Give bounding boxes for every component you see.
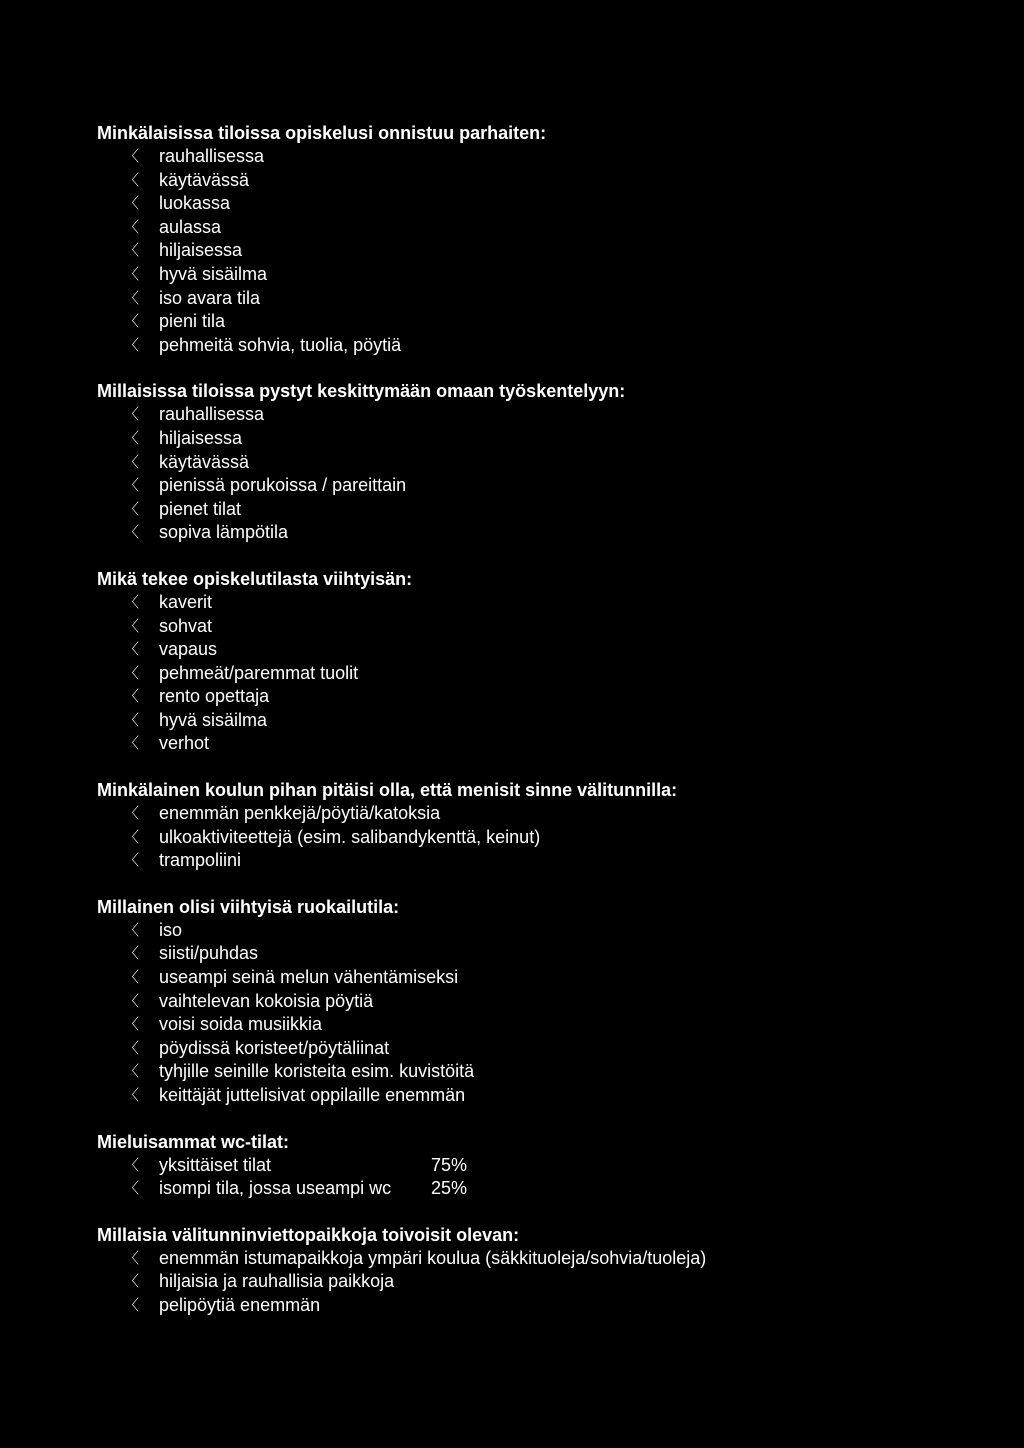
bullet-icon: 〈 <box>124 1273 140 1291</box>
list-item: 〈 hyvä sisäilma <box>97 709 997 733</box>
section-heading: Millaisia välitunninviettopaikkoja toivoisit olevan: <box>97 1224 520 1245</box>
list-item: 〈 hiljaisessa <box>97 427 997 451</box>
list-item: 〈 sopiva lämpötila <box>97 521 997 545</box>
bullet-icon: 〈 <box>124 1180 140 1198</box>
bullet-icon: 〈 <box>124 992 140 1010</box>
list-item: 〈 vaihtelevan kokoisia pöytiä <box>97 990 997 1014</box>
list-item: 〈 enemmän istumapaikkoja ympäri koulua (säkkituoleja/sohvia/tuoleja) <box>97 1247 997 1271</box>
bullet-icon: 〈 <box>124 1296 140 1314</box>
bullet-icon: 〈 <box>124 148 140 165</box>
option-label: isompi tila, jossa useampi wc <box>159 1178 392 1199</box>
bullet-icon: 〈 <box>124 828 140 846</box>
bullet-icon: 〈 <box>124 500 140 518</box>
bullet-icon: 〈 <box>124 1087 140 1104</box>
section-heading: Millaisissa tiloissa pystyt keskittymään omaan työskentelyyn: <box>97 381 626 402</box>
list-item: 〈 pienissä porukoissa / pareittain <box>97 474 997 498</box>
list-item <box>97 1177 997 1201</box>
section-comfort <box>97 567 997 756</box>
document-page <box>97 121 997 1340</box>
bullet-list <box>97 591 997 756</box>
section-heading: Mieluisammat wc-tilat: <box>97 1131 290 1152</box>
bullet-icon: 〈 <box>124 945 140 963</box>
bullet-list <box>97 145 997 357</box>
list-item: 〈 trampoliini <box>97 849 997 873</box>
bullet-icon: 〈 <box>124 641 140 659</box>
section-focus-spaces <box>97 379 997 545</box>
list-item: 〈 hiljaisessa <box>97 239 997 263</box>
list-item: 〈 pelipöytiä enemmän <box>97 1294 997 1318</box>
list-item: 〈 aulassa <box>97 216 997 240</box>
list-item: 〈 useampi seinä melun vähentämiseksi <box>97 966 997 990</box>
list-item: 〈 sohvat <box>97 615 997 639</box>
bullet-icon: 〈 <box>124 1249 140 1267</box>
bullet-icon: 〈 <box>124 593 140 611</box>
section-heading: Mikä tekee opiskelutilasta viihtyisän: <box>97 568 413 589</box>
option-label: yksittäiset tilat <box>159 1154 272 1175</box>
list-item: 〈 pehmeitä sohvia, tuolia, pöytiä <box>97 334 997 358</box>
bullet-icon: 〈 <box>124 921 140 939</box>
section-heading: Millainen olisi viihtyisä ruokailutila: <box>97 896 400 917</box>
list-item: 〈 siisti/puhdas <box>97 942 997 966</box>
list-item: 〈 hyvä sisäilma <box>97 263 997 287</box>
bullet-icon: 〈 <box>124 969 140 987</box>
list-item: 〈 pehmeät/paremmat tuolit <box>97 662 997 686</box>
bullet-icon: 〈 <box>124 406 140 424</box>
bullet-list <box>97 802 997 873</box>
list-item: 〈 rauhallisessa <box>97 403 997 427</box>
bullet-icon: 〈 <box>124 453 140 471</box>
list-item: 〈 ulkoaktiviteettejä (esim. salibandykenttä, keinut) <box>97 826 997 850</box>
list-item: 〈 rento opettaja <box>97 685 997 709</box>
bullet-icon: 〈 <box>124 524 140 542</box>
list-item: 〈 iso avara tila <box>97 287 997 311</box>
bullet-icon: 〈 <box>124 289 140 307</box>
section-study-spaces <box>97 121 997 357</box>
section-break-places <box>97 1223 997 1318</box>
bullet-icon: 〈 <box>124 688 140 706</box>
bullet-icon: 〈 <box>124 336 140 354</box>
bullet-icon: 〈 <box>124 852 140 870</box>
bullet-icon: 〈 <box>124 313 140 331</box>
bullet-list <box>97 1154 997 1201</box>
bullet-icon: 〈 <box>124 195 140 213</box>
bullet-icon: 〈 <box>124 1156 140 1174</box>
list-item: 〈 pöydissä koristeet/pöytäliinat <box>97 1037 997 1061</box>
bullet-list <box>97 919 997 1108</box>
bullet-icon: 〈 <box>124 218 140 236</box>
bullet-icon: 〈 <box>124 735 140 753</box>
bullet-icon: 〈 <box>124 711 140 729</box>
list-item: 〈 voisi soida musiikkia <box>97 1013 997 1037</box>
section-dining <box>97 895 997 1108</box>
list-item: 〈 keittäjät juttelisivat oppilaille enemmän <box>97 1084 997 1108</box>
list-item: 〈 hiljaisia ja rauhallisia paikkoja <box>97 1270 997 1294</box>
bullet-icon: 〈 <box>124 429 140 447</box>
bullet-icon: 〈 <box>124 664 140 682</box>
bullet-icon: 〈 <box>124 171 140 189</box>
list-item: 〈 pienet tilat <box>97 498 997 522</box>
section-heading: Minkälainen koulun pihan pitäisi olla, että menisit sinne välitunnilla: <box>97 780 678 801</box>
list-item: 〈 enemmän penkkejä/pöytiä/katoksia <box>97 802 997 826</box>
bullet-icon: 〈 <box>124 805 140 823</box>
bullet-list <box>97 1247 997 1318</box>
bullet-icon: 〈 <box>124 265 140 283</box>
bullet-icon: 〈 <box>124 1063 140 1081</box>
bullet-list <box>97 403 997 545</box>
bullet-icon: 〈 <box>124 1039 140 1057</box>
list-item: 〈 käytävässä <box>97 451 997 475</box>
list-item: 〈 kaverit <box>97 591 997 615</box>
bullet-icon: 〈 <box>124 242 140 260</box>
list-item: 〈 rauhallisessa <box>97 145 997 169</box>
list-item: 〈 verhot <box>97 732 997 756</box>
option-percent: 25% <box>431 1178 468 1199</box>
bullet-icon: 〈 <box>124 617 140 635</box>
list-item: 〈 pieni tila <box>97 310 997 334</box>
list-item <box>97 1154 997 1178</box>
section-heading: Minkälaisissa tiloissa opiskelusi onnistuu parhaiten: <box>97 123 547 143</box>
section-wc <box>97 1130 997 1201</box>
bullet-icon: 〈 <box>124 477 140 495</box>
list-item: 〈 luokassa <box>97 192 997 216</box>
option-percent: 75% <box>431 1154 468 1175</box>
bullet-icon: 〈 <box>124 1016 140 1034</box>
list-item: 〈 iso <box>97 919 997 943</box>
section-schoolyard <box>97 778 997 873</box>
list-item: 〈 vapaus <box>97 638 997 662</box>
list-item: 〈 tyhjille seinille koristeita esim. kuvistöitä <box>97 1060 997 1084</box>
list-item: 〈 käytävässä <box>97 169 997 193</box>
